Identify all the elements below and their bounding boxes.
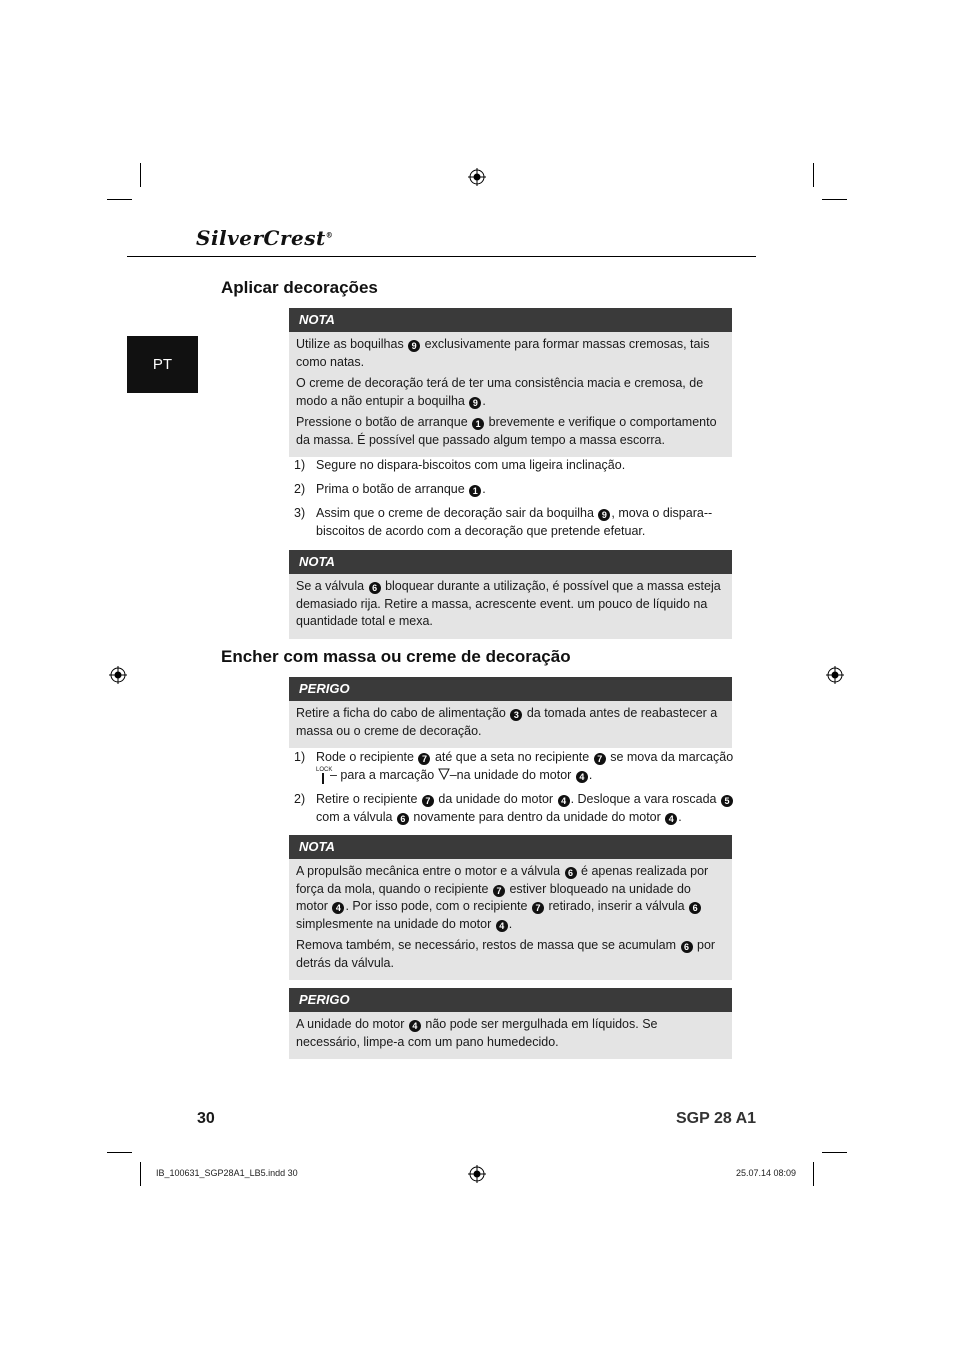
crop-mark: [822, 1152, 847, 1153]
step-text: Assim que o creme de decoração sair da boquilha 9 , mova o dispara--biscoitos de acordo com a decoração que pretende efetuar.: [316, 506, 713, 538]
note-box: [289, 550, 732, 639]
crop-mark: [140, 1162, 141, 1186]
print-slug-file: IB_100631_SGP28A1_LB5.indd 30: [156, 1168, 298, 1178]
list-item: [294, 457, 734, 475]
note-box: [289, 308, 732, 457]
part-number-badge: 7: [493, 885, 505, 897]
part-number-badge: 1: [469, 485, 481, 497]
danger-paragraph: Retire a ficha do cabo de alimentação 3 da tomada antes de reabastecer a massa ou o creme de decoração.: [296, 706, 718, 738]
danger-box: [289, 988, 732, 1059]
crop-mark: [813, 1162, 814, 1186]
part-number-badge: 7: [594, 753, 606, 765]
part-number-badge: 6: [681, 941, 693, 953]
part-number-badge: 7: [532, 902, 544, 914]
registration-mark-icon: [109, 666, 127, 684]
part-number-badge: 9: [469, 397, 481, 409]
part-number-badge: 4: [496, 920, 508, 932]
brand-name: SilverCrest: [196, 226, 326, 250]
crop-mark: [140, 163, 141, 187]
note-paragraph: Remova também, se necessário, restos de massa que se acumulam 6 por detrás da válvula.: [296, 938, 716, 970]
crop-mark: [813, 163, 814, 187]
registration-mark-icon: [468, 168, 486, 186]
part-number-badge: 6: [369, 582, 381, 594]
part-number-badge: 7: [418, 753, 430, 765]
registration-mark-icon: [468, 1165, 486, 1183]
crop-mark: [822, 199, 847, 200]
print-slug-date: 25.07.14 08:09: [736, 1168, 797, 1178]
unlock-triangle-icon: [438, 768, 450, 780]
part-number-badge: 1: [472, 418, 484, 430]
registered-mark: ®: [325, 230, 334, 240]
page-number: 30: [197, 1110, 215, 1127]
part-number-badge: 3: [510, 709, 522, 721]
step-text: Rode o recipiente 7 até que a seta no recipiente 7 se mova da marcação LOCK – para a marcação –na unidade do motor 4 .: [316, 749, 734, 786]
step-number: 2): [294, 792, 306, 806]
list-item: [294, 749, 734, 786]
part-number-badge: 5: [721, 795, 733, 807]
step-number: 2): [294, 482, 306, 496]
note-label: NOTA: [289, 550, 732, 574]
registration-mark-icon: [826, 666, 844, 684]
part-number-badge: 6: [689, 902, 701, 914]
part-number-badge: 4: [558, 795, 570, 807]
note-paragraph: Se a válvula 6 bloquear durante a utilização, é possível que a massa esteja demasiado rija. Retire a massa, acrescente event. um pouco de líquido na quantidade total e mexa.: [296, 579, 721, 628]
crop-mark: [107, 199, 132, 200]
list-item: [294, 791, 734, 826]
header-rule: [127, 256, 756, 257]
note-paragraph: Pressione o botão de arranque 1 brevemente e verifique o comportamento da massa. É possível que passado algum tempo a massa escorra.: [296, 415, 717, 447]
danger-label: PERIGO: [289, 677, 732, 701]
section-title-apply-decorations: Aplicar decorações: [221, 278, 378, 297]
note-label: NOTA: [289, 835, 732, 859]
danger-box: [289, 677, 732, 748]
list-item: [294, 481, 734, 499]
language-tab: PT: [127, 336, 198, 393]
step-number: 3): [294, 506, 306, 520]
danger-paragraph: A unidade do motor 4 não pode ser mergulhada em líquidos. Se necessário, limpe-a com um pano humedecido.: [296, 1017, 658, 1049]
note-label: NOTA: [289, 308, 732, 332]
part-number-badge: 7: [422, 795, 434, 807]
step-number: 1): [294, 750, 306, 764]
part-number-badge: 9: [408, 340, 420, 352]
step-text: Retire o recipiente 7 da unidade do motor 4 . Desloque a vara roscada 5 com a válvula 6 novamente para dentro da unidade do motor 4 .: [316, 791, 734, 826]
part-number-badge: 6: [565, 867, 577, 879]
note-paragraph: O creme de decoração terá de ter uma consistência macia e cremosa, de modo a não entupir a boquilha 9 .: [296, 376, 704, 408]
part-number-badge: 6: [397, 813, 409, 825]
list-item: [294, 505, 734, 540]
step-text: Prima o botão de arranque 1 .: [316, 482, 486, 496]
note-paragraph: A propulsão mecânica entre o motor e a válvula 6 é apenas realizada por força da mola, quando o recipiente 7 estiver bloqueado na unidade do motor 4 . Por isso pode, com o recipiente 7 retirado, inserir a válvula 6 simplesmente na unidade do motor 4 .: [296, 864, 709, 931]
part-number-badge: 4: [409, 1020, 421, 1032]
brand-logo: [196, 226, 333, 250]
section-title-fill-dough: Encher com massa ou creme de decoração: [221, 647, 571, 666]
part-number-badge: 4: [665, 813, 677, 825]
part-number-badge: 4: [576, 771, 588, 783]
part-number-badge: 9: [598, 509, 610, 521]
step-number: 1): [294, 458, 306, 472]
model-number: SGP 28 A1: [676, 1110, 757, 1127]
part-number-badge: 4: [332, 902, 344, 914]
note-box: [289, 835, 732, 980]
danger-label: PERIGO: [289, 988, 732, 1012]
crop-mark: [107, 1152, 132, 1153]
lock-icon: LOCK: [316, 767, 330, 786]
note-paragraph: Utilize as boquilhas 9 exclusivamente para formar massas cremosas, tais como natas.: [296, 337, 710, 369]
step-text: Segure no dispara-biscoitos com uma ligeira inclinação.: [316, 458, 626, 472]
